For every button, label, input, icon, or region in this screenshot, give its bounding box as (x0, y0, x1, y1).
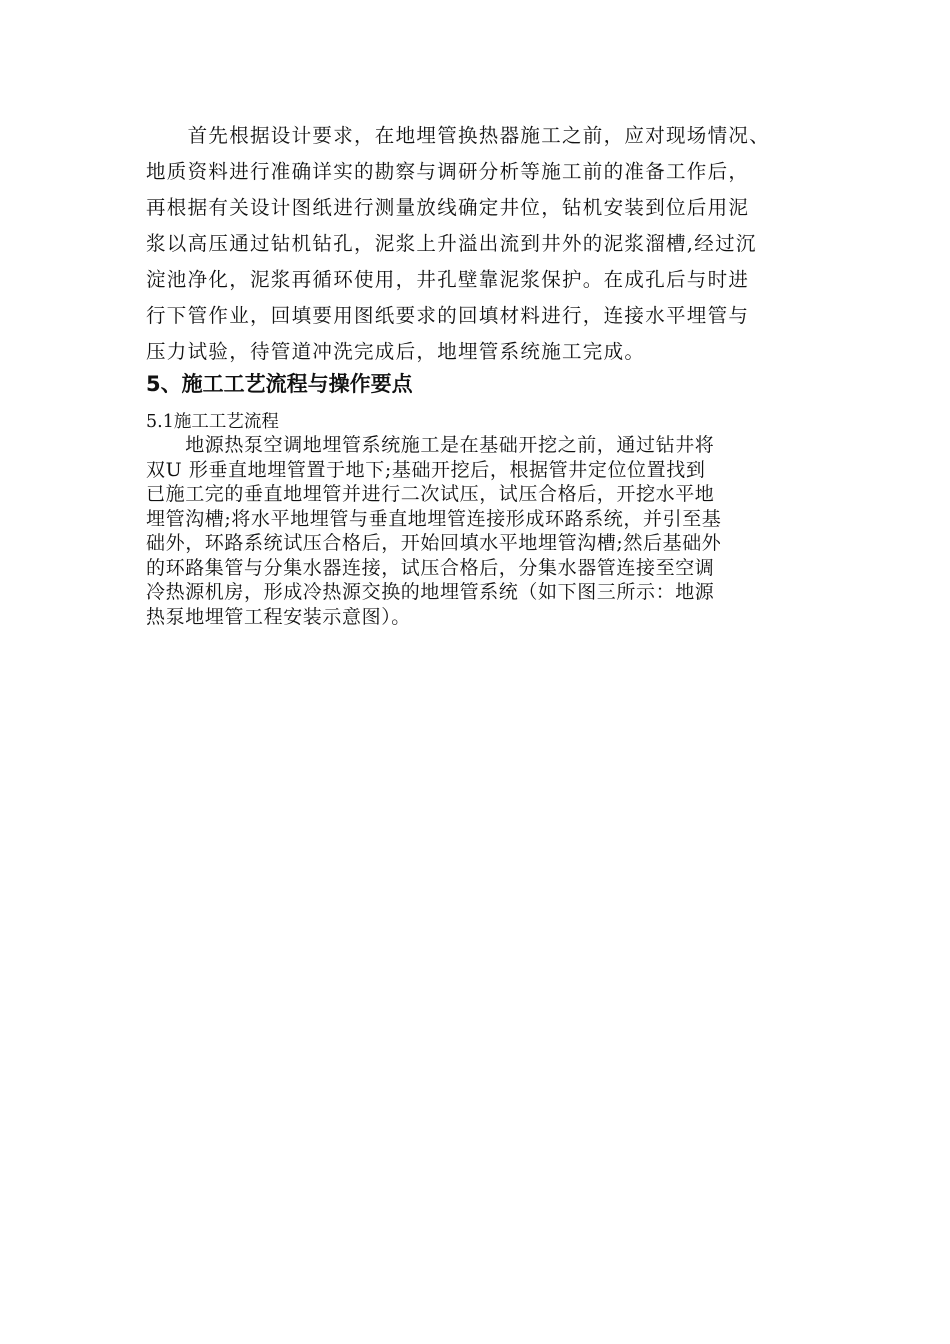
paragraph-line: 地源热泵空调地埋管系统施工是在基础开挖之前，通过钻井将 (146, 434, 715, 456)
paragraph-line: 热泵地埋管工程安装示意图）。 (146, 605, 411, 628)
section-heading: 5、施工工艺流程与操作要点 (146, 372, 413, 396)
intro-paragraph (146, 118, 826, 370)
paragraph-line: 的环路集管与分集水器连接，试压合格后，分集水器管连接至空调 (146, 556, 715, 579)
subsection-heading: 5.1施工工艺流程 (146, 412, 279, 432)
paragraph-line: 础外，环路系统试压合格后，开始回填水平地埋管沟槽;然后基础外 (146, 532, 722, 554)
paragraph-line: 行下管作业，回填要用图纸要求的回填材料进行，连接水平埋管与 (146, 304, 750, 327)
paragraph-line: 埋管沟槽;将水平地埋管与垂直地埋管连接形成环路系统，并引至基 (146, 507, 722, 530)
paragraph-line: 地质资料进行准确详实的勘察与调研分析等施工前的准备工作后， (146, 160, 750, 183)
paragraph-line: 首先根据设计要求，在地埋管换热器施工之前，应对现场情况、 (146, 124, 771, 147)
paragraph-line: 双U 形垂直地埋管置于地下;基础开挖后，根据管井定位位置找到 (146, 458, 706, 481)
paragraph-line: 再根据有关设计图纸进行测量放线确定井位，钻机安装到位后用泥 (146, 196, 750, 219)
paragraph-line: 压力试验，待管道冲洗完成后，地埋管系统施工完成。 (146, 340, 646, 363)
paragraph-line: 冷热源机房，形成冷热源交换的地埋管系统（如下图三所示：地源 (146, 581, 715, 603)
paragraph-line: 淀池净化，泥浆再循环使用，井孔壁靠泥浆保护。在成孔后与时进 (146, 268, 750, 291)
paragraph-line: 浆以高压通过钻机钻孔，泥浆上升溢出流到井外的泥浆溜槽,经过沉 (146, 232, 757, 255)
paragraph-line: 已施工完的垂直地埋管并进行二次试压，试压合格后，开挖水平地 (146, 483, 715, 505)
process-paragraph (146, 433, 826, 629)
